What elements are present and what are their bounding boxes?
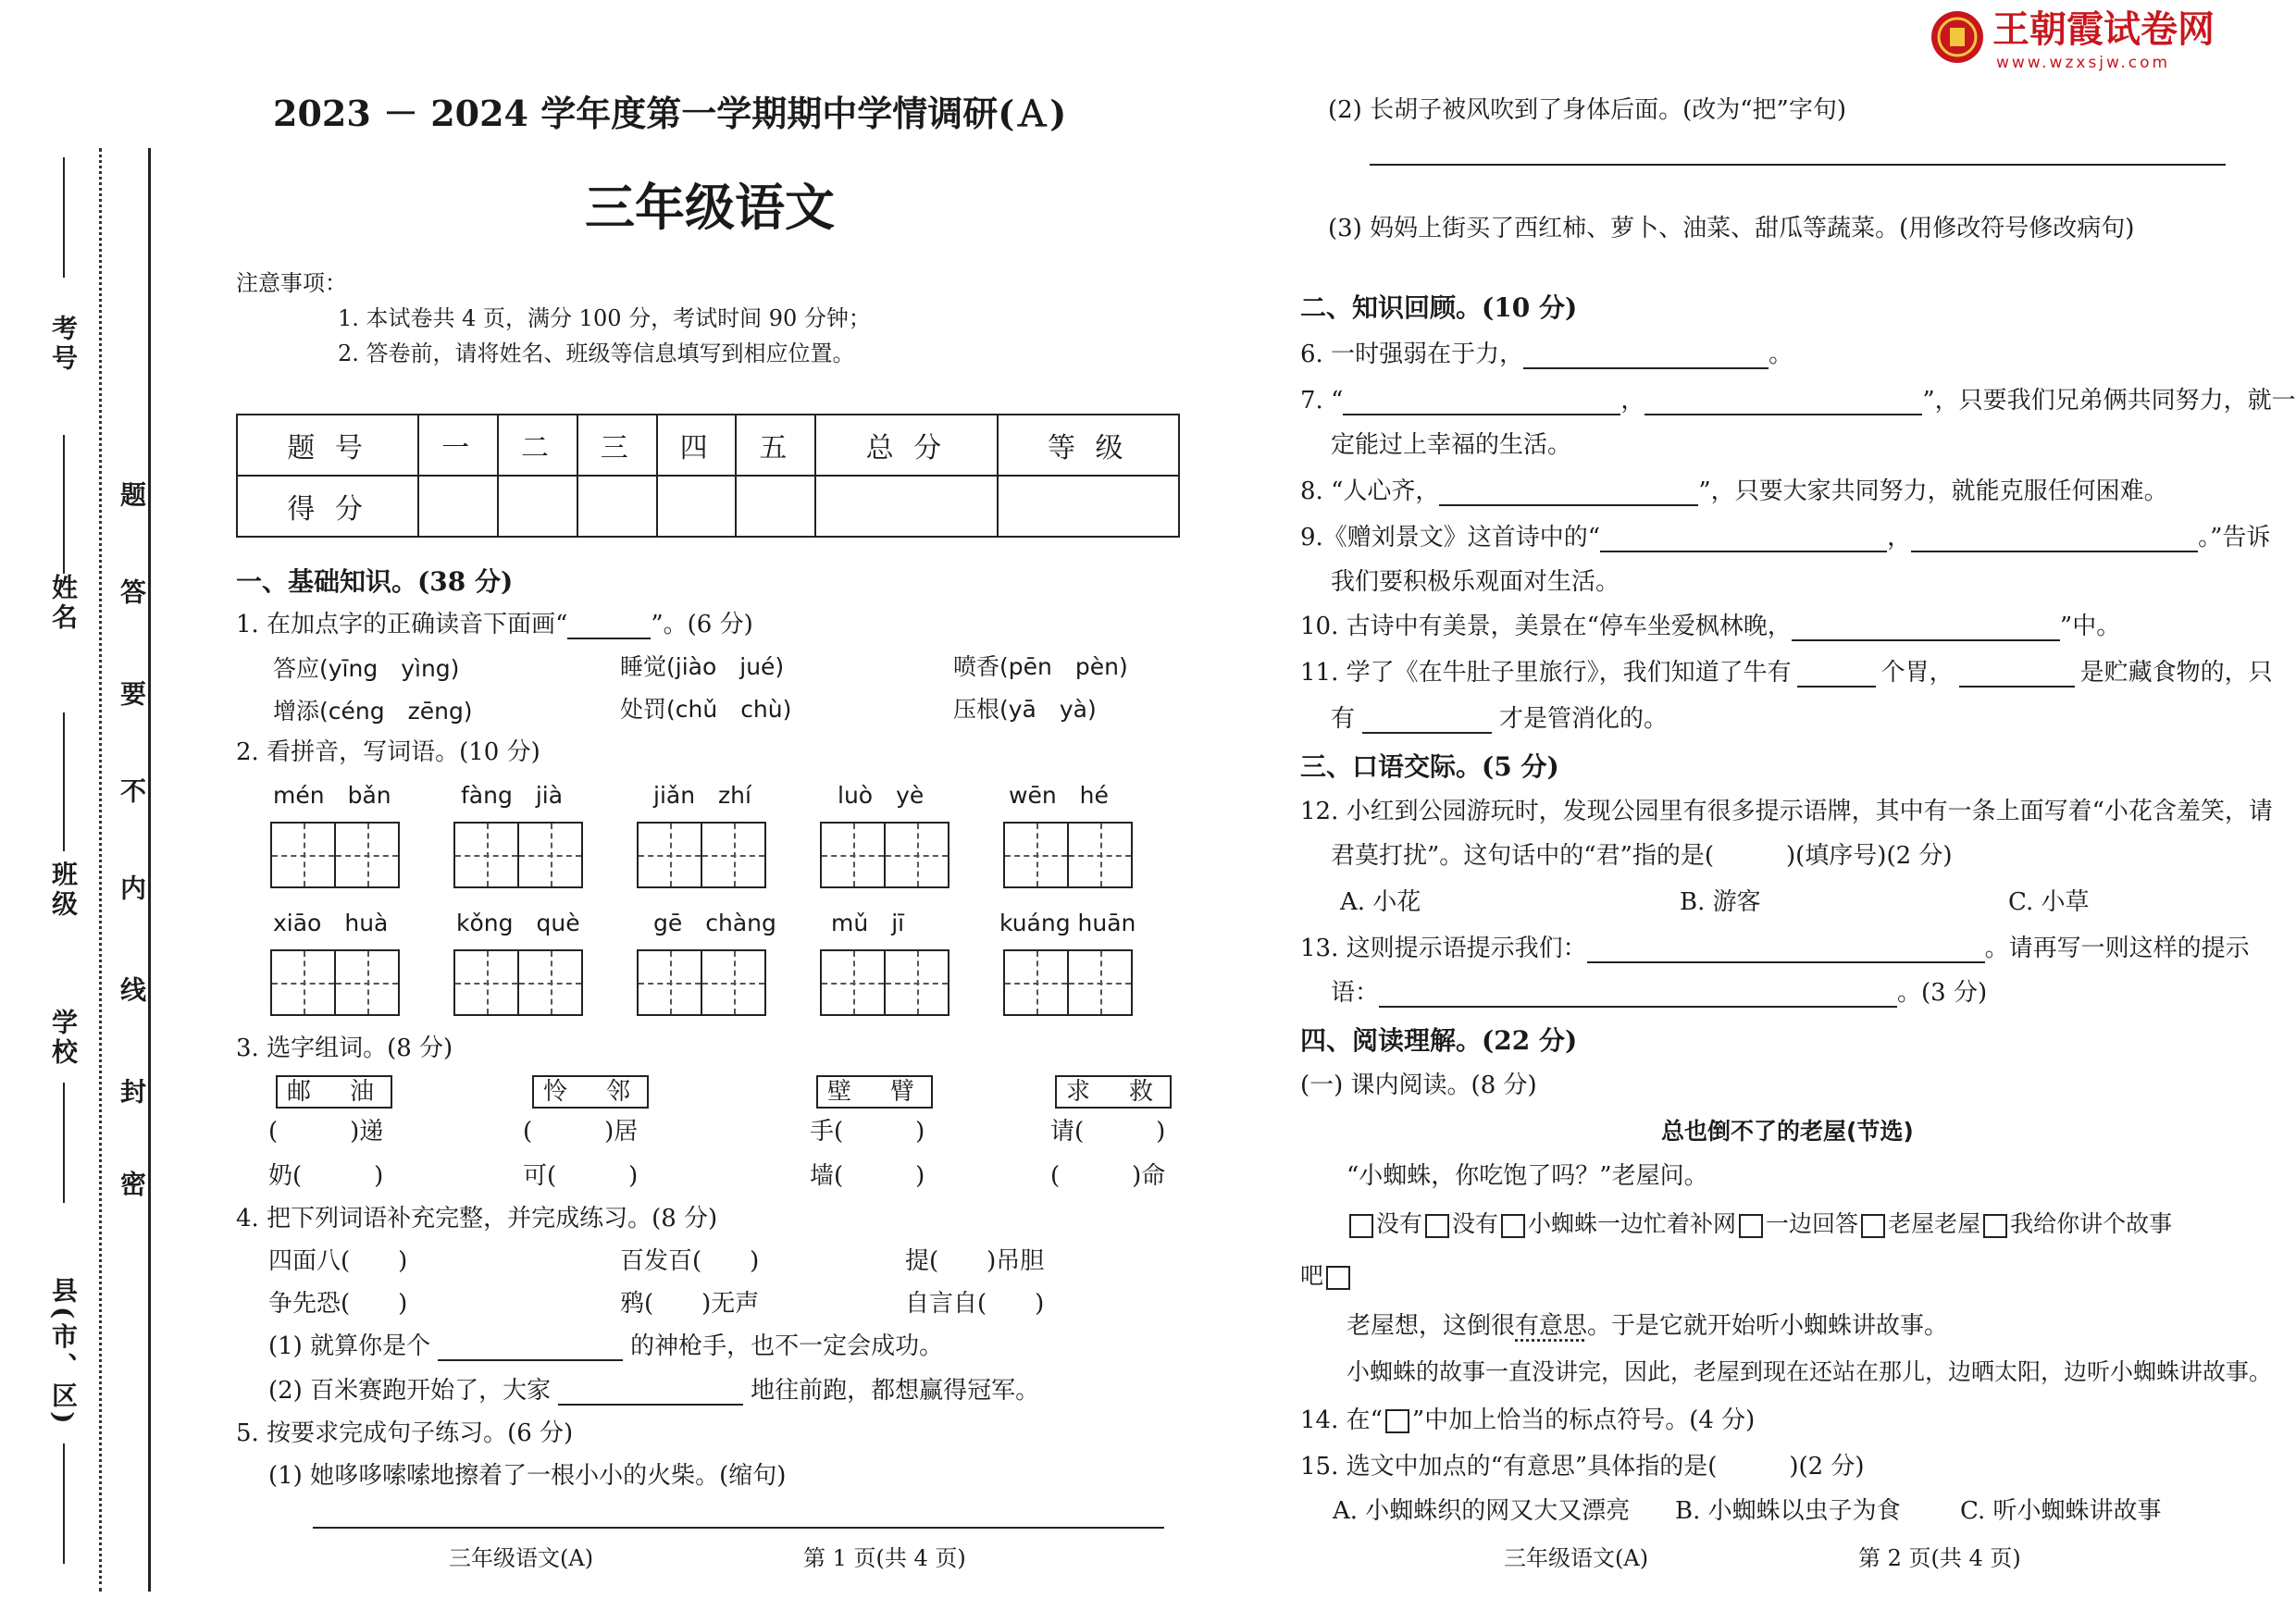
passage-line: “小蜘蛛，你吃饱了吗？”老屋问。 <box>1347 1162 1708 1190</box>
q3-char-pair: 怜 邻 <box>532 1075 649 1109</box>
q4-idiom[interactable]: 争先恐( ) <box>268 1290 408 1318</box>
passage-line: 小蜘蛛的故事一直没讲完，因此，老屋到现在还站在那儿，边晒太阳，边听小蜘蛛讲故事。 <box>1347 1358 2273 1385</box>
score-header: 三 <box>577 415 657 476</box>
q1-stem: 1. 在加点字的正确读音下面画“ ”。(6 分) <box>236 611 753 638</box>
q2-pinyin: luò yè <box>838 782 925 809</box>
q4-idiom[interactable]: 百发百( ) <box>620 1247 760 1275</box>
q1-item[interactable]: 增添(céng zēng) <box>273 698 473 725</box>
q1-item[interactable]: 处罚(chǔ chù) <box>620 696 792 723</box>
score-header: 五 <box>736 415 815 476</box>
section-2-title: 二、知识回顾。(10 分) <box>1300 292 1578 323</box>
q12-cont: 君莫打扰”。这句话中的“君”指的是( )(填序号)(2 分) <box>1331 842 1953 870</box>
q7-cont: 定能过上幸福的生活。 <box>1331 431 1572 459</box>
q15-option[interactable]: A. 小蜘蛛织的网又大又漂亮 <box>1333 1497 1631 1525</box>
q2-pinyin: fàng jià <box>461 782 564 809</box>
score-header: 总 分 <box>815 415 997 476</box>
q12-option[interactable]: A. 小花 <box>1340 888 1421 916</box>
q2-writing-grid[interactable] <box>453 949 583 1016</box>
xingming-blank[interactable] <box>63 435 65 574</box>
q13-blank[interactable] <box>1587 939 1985 963</box>
footer-page: 第 2 页(共 4 页) <box>1858 1545 2021 1571</box>
logo-url: www.wzxsjw.com <box>1996 54 2171 72</box>
footer-page: 第 1 页(共 4 页) <box>803 1545 966 1571</box>
q4-idiom[interactable]: 鸦( )无声 <box>620 1290 760 1318</box>
kaohao-blank[interactable] <box>63 157 65 278</box>
q5-sentence-3: (3) 妈妈上街买了西红柿、萝卜、油菜、甜瓜等蔬菜。(用修改符号修改病句) <box>1328 215 2135 242</box>
q5-sentence-2: (2) 长胡子被风吹到了身体后面。(改为“把”字句) <box>1328 96 1846 124</box>
q3-char-pair: 壁 臂 <box>816 1075 933 1109</box>
q12-option[interactable]: C. 小草 <box>2008 888 2090 916</box>
notice-item: 1. 本试卷共 4 页，满分 100 分，考试时间 90 分钟； <box>338 305 871 331</box>
q2-pinyin: mén bǎn <box>273 782 391 809</box>
q11-blank[interactable] <box>1797 663 1876 688</box>
q13-blank[interactable] <box>1379 984 1897 1008</box>
score-cell[interactable] <box>657 476 737 537</box>
q7-blank[interactable] <box>1343 391 1620 415</box>
seal-char: 内 <box>117 874 147 904</box>
q2-pinyin: wēn hé <box>1009 782 1109 809</box>
xian-blank[interactable] <box>63 1443 65 1564</box>
score-header: 等 级 <box>998 415 1179 476</box>
q5-answer-line[interactable] <box>313 1527 1164 1529</box>
footer-subject: 三年级语文(A) <box>449 1545 594 1571</box>
section-4-title: 四、阅读理解。(22 分) <box>1300 1025 1578 1056</box>
q7: 7. “ ， ”，只要我们兄弟俩共同努力，就一 <box>1300 387 2296 415</box>
q4-idiom[interactable]: 提( )吊胆 <box>905 1247 1045 1275</box>
q2-writing-grid[interactable] <box>637 949 766 1016</box>
q10-blank[interactable] <box>1792 617 2060 641</box>
notice-heading: 注意事项： <box>236 270 347 296</box>
seal-char: 不 <box>117 777 147 807</box>
q2-pinyin: kuáng huān <box>999 910 1136 936</box>
q11: 11. 学了《在牛肚子里旅行》，我们知道了牛有 个胃， 是贮藏食物的，只 <box>1300 659 2273 687</box>
q3-answer[interactable]: 奶( ) <box>268 1162 384 1190</box>
punct-box[interactable] <box>1425 1214 1449 1238</box>
q4-idiom[interactable]: 自言自( ) <box>905 1290 1045 1318</box>
q10: 10. 古诗中有美景，美景在“停车坐爱枫林晚， ”中。 <box>1300 613 2121 640</box>
q4-idiom[interactable]: 四面八( ) <box>268 1247 408 1275</box>
q2-writing-grid[interactable] <box>270 949 400 1016</box>
q15-option[interactable]: B. 小蜘蛛以虫子为食 <box>1675 1497 1901 1525</box>
q4-stem: 4. 把下列词语补充完整，并完成练习。(8 分) <box>236 1205 718 1233</box>
logo-name: 王朝霞试卷网 <box>1992 8 2215 51</box>
q6-blank[interactable] <box>1523 345 1769 369</box>
passage-line-punct: 没有 没有 小蜘蛛一边忙着补网 一边回答 老屋老屋 我给你讲个故事 <box>1347 1210 2172 1238</box>
q3-answer[interactable]: 墙( ) <box>810 1162 925 1190</box>
q2-writing-grid[interactable] <box>637 822 766 888</box>
passage-line: 老屋想，这倒很有意思。于是它就开始听小蜘蛛讲故事。 <box>1347 1312 1949 1340</box>
binding-line-dotted <box>99 148 102 1592</box>
q3-answer[interactable]: 手( ) <box>810 1118 925 1146</box>
seal-char: 线 <box>117 976 147 1006</box>
q1-item[interactable]: 睡觉(jiào jué) <box>620 653 785 680</box>
subject-title: 三年级语文 <box>585 178 835 237</box>
footer-subject: 三年级语文(A) <box>1504 1545 1649 1571</box>
punct-box-sample <box>1385 1409 1409 1433</box>
q1-item[interactable]: 压根(yā yà) <box>953 696 1097 723</box>
q3-char-pair: 求 救 <box>1055 1075 1172 1109</box>
q11-blank[interactable] <box>1362 710 1492 734</box>
dotted-phrase: 有意思 <box>1515 1312 1588 1340</box>
section-3-title: 三、口语交际。(5 分) <box>1300 751 1559 782</box>
punct-box[interactable] <box>1326 1266 1350 1290</box>
q1-item[interactable]: 喷香(pēn pèn) <box>953 653 1128 680</box>
seal-char: 题 <box>117 481 147 511</box>
q1-item[interactable]: 答应(yīng yìng) <box>273 655 460 682</box>
q3-answer[interactable]: ( )居 <box>523 1118 639 1146</box>
q2-pinyin: mǔ jī <box>831 910 905 936</box>
subsection-title: (一) 课内阅读。(8 分) <box>1300 1072 1537 1099</box>
score-cell[interactable] <box>998 476 1179 537</box>
seal-char: 答 <box>117 578 147 608</box>
q8: 8. “人心齐， ”，只要大家共同努力，就能克服任何困难。 <box>1300 477 2168 505</box>
score-cell[interactable] <box>498 476 577 537</box>
punct-box[interactable] <box>1739 1214 1763 1238</box>
q1-underline-sample <box>567 615 651 639</box>
seal-char: 要 <box>117 680 147 710</box>
q12: 12. 小红到公园游玩时，发现公园里有很多提示语牌，其中有一条上面写着“小花含羞笑，请 <box>1300 798 2273 825</box>
seal-char: 密 <box>117 1171 147 1200</box>
q3-answer[interactable]: 可( ) <box>523 1162 639 1190</box>
q14: 14. 在“ ”中加上恰当的标点符号。(4 分) <box>1300 1406 1756 1434</box>
binding-line-solid <box>148 148 151 1592</box>
q15: 15. 选文中加点的“有意思”具体指的是( )(2 分) <box>1300 1453 1865 1481</box>
q3-stem: 3. 选字组词。(8 分) <box>236 1035 453 1062</box>
section-1-title: 一、基础知识。(38 分) <box>236 566 514 597</box>
xingming-label: 姓名 <box>48 574 79 633</box>
q3-answer[interactable]: ( )递 <box>268 1118 384 1146</box>
kaohao-label: 考号 <box>48 315 79 374</box>
score-header: 一 <box>418 415 498 476</box>
q2-pinyin: jiǎn zhí <box>653 782 751 809</box>
q9-blank[interactable] <box>1600 528 1887 552</box>
score-cell[interactable] <box>418 476 498 537</box>
score-header: 四 <box>657 415 737 476</box>
notice-item: 2. 答卷前，请将姓名、班级等信息填写到相应位置。 <box>338 341 855 366</box>
q4-blank[interactable] <box>438 1337 623 1361</box>
passage-line-punct-cont: 吧 <box>1300 1262 1353 1290</box>
q2-pinyin: gē chàng <box>653 910 776 936</box>
logo <box>1930 7 2244 72</box>
banji-blank[interactable] <box>63 712 65 851</box>
q6: 6. 一时强弱在于力， 。 <box>1300 341 1793 368</box>
q12-option[interactable]: B. 游客 <box>1680 888 1761 916</box>
q4-sentence: (2) 百米赛跑开始了，大家 地往前跑，都想赢得冠军。 <box>268 1377 1040 1405</box>
score-cell[interactable] <box>736 476 815 537</box>
q2-writing-grid[interactable] <box>453 822 583 888</box>
q2-writing-grid[interactable] <box>820 822 949 888</box>
score-row-label: 得 分 <box>237 476 418 537</box>
logo-emblem-icon <box>1930 9 1985 65</box>
punct-box[interactable] <box>1501 1214 1525 1238</box>
q13-cont: 语： 。(3 分) <box>1331 979 1988 1007</box>
q2-writing-grid[interactable] <box>820 949 949 1016</box>
q2-pinyin: xiāo huà <box>273 910 389 936</box>
q8-blank[interactable] <box>1439 482 1698 506</box>
q3-char-pair: 邮 油 <box>276 1075 392 1109</box>
q15-option[interactable]: C. 听小蜘蛛讲故事 <box>1960 1497 2162 1525</box>
xuexiao-label: 学校 <box>48 1009 79 1068</box>
q2-writing-grid[interactable] <box>270 822 400 888</box>
passage-title: 总也倒不了的老屋(节选) <box>1661 1118 1914 1145</box>
q9-blank[interactable] <box>1911 528 2198 552</box>
q4-sentence: (1) 就算你是个 的神枪手，也不一定会成功。 <box>268 1332 944 1360</box>
q3-answer[interactable]: ( )命 <box>1050 1162 1166 1190</box>
q11-blank[interactable] <box>1959 663 2075 688</box>
punct-box[interactable] <box>1861 1214 1885 1238</box>
score-header: 二 <box>498 415 577 476</box>
q2-stem: 2. 看拼音，写词语。(10 分) <box>236 738 540 766</box>
xuexiao-blank[interactable] <box>63 1083 65 1203</box>
seal-char: 封 <box>117 1078 147 1108</box>
q2-writing-grid[interactable] <box>1003 949 1133 1016</box>
score-cell[interactable] <box>577 476 657 537</box>
punct-box[interactable] <box>1983 1214 2007 1238</box>
q7-blank[interactable] <box>1644 391 1922 415</box>
q3-answer[interactable]: 请( ) <box>1050 1118 1166 1146</box>
score-table <box>236 414 1180 538</box>
q2-pinyin: kǒng què <box>456 910 580 936</box>
q11-cont: 有 才是管消化的。 <box>1331 705 1669 733</box>
banji-label: 班级 <box>48 861 79 920</box>
punct-box[interactable] <box>1349 1214 1373 1238</box>
q5-answer-line[interactable] <box>1370 164 2226 166</box>
q5-stem: 5. 按要求完成句子练习。(6 分) <box>236 1419 574 1447</box>
q13: 13. 这则提示语提示我们： 。请再写一则这样的提示 <box>1300 935 2250 962</box>
exam-title: 2023 － 2024 学年度第一学期期中学情调研(Ａ) <box>273 93 1067 134</box>
q9: 9.《赠刘景文》这首诗中的“ ， 。”告诉 <box>1300 524 2271 551</box>
q9-cont: 我们要积极乐观面对生活。 <box>1331 568 1620 596</box>
q5-sentence-1: (1) 她哆哆嗦嗦地擦着了一根小小的火柴。(缩句) <box>268 1462 787 1490</box>
xian-label: 县(市、区) <box>48 1277 79 1428</box>
score-header: 题 号 <box>237 415 418 476</box>
q2-writing-grid[interactable] <box>1003 822 1133 888</box>
score-cell[interactable] <box>815 476 997 537</box>
q4-blank[interactable] <box>558 1381 743 1406</box>
